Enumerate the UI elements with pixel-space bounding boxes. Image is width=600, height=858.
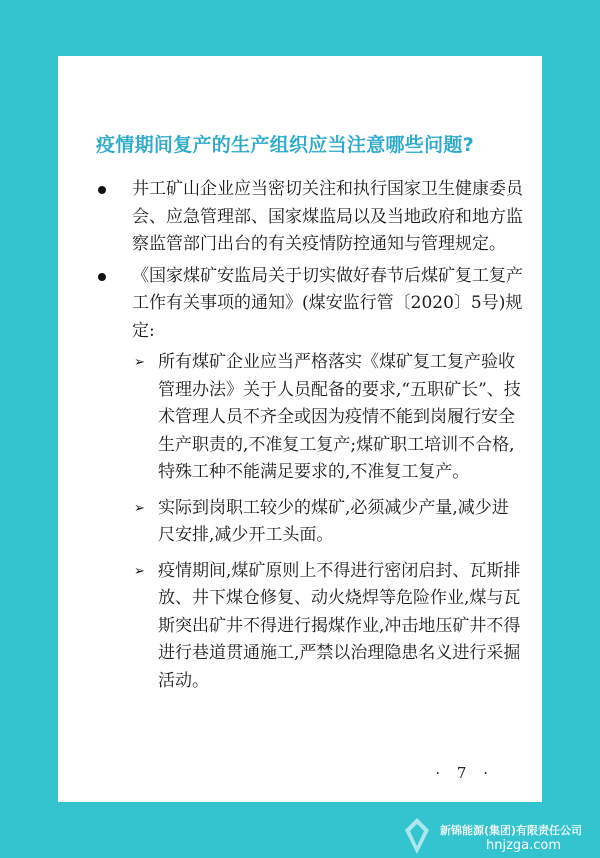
arrow-bullet-icon: ➢	[134, 500, 145, 516]
bullet-text: 《国家煤矿安监局关于切实做好春节后煤矿复工复产工作有关事项的通知》(煤安监行管〔2020〕5号)规定:	[132, 265, 523, 341]
sub-item	[94, 495, 524, 550]
page-title: 疫情期间复产的生产组织应当注意哪些问题?	[96, 134, 475, 156]
bullet-dot-icon	[98, 186, 106, 194]
sub-item-text: 疫情期间,煤矿原则上不得进行密闭启封、瓦斯排放、井下煤仓修复、动火烧焊等危险作业,煤与瓦斯突出矿井不得进行揭煤作业,冲击地压矿井不得进行巷道贯通施工,严禁以治理隐患名义进行采掘活动。	[158, 560, 521, 691]
bullet-dot-icon	[98, 273, 106, 281]
bullet-text: 井工矿山企业应当密切关注和执行国家卫生健康委员会、应急管理部、国家煤监局以及当地政府和地方监察监管部门出台的有关疫情防控通知与管理规定。	[132, 179, 523, 254]
company-logo-icon	[400, 816, 434, 856]
arrow-bullet-icon: ➢	[134, 563, 145, 579]
sub-item	[94, 349, 524, 487]
sub-item-text: 实际到岗职工较少的煤矿,必须减少产量,减少进尺安排,减少开工头面。	[158, 497, 509, 545]
page-number: · 7 ·	[435, 764, 494, 782]
watermark-url: hnjzga.com	[486, 838, 562, 853]
watermark	[400, 812, 600, 858]
arrow-bullet-icon: ➢	[134, 355, 145, 370]
sub-item-text: 所有煤矿企业应当严格落实《煤矿复工复产验收管理办法》关于人员配备的要求,“五职矿长”、技术管理人员不齐全或因为疫情不能到岗履行安全生产职责的,不准复工复产;煤矿职工培训不合格,特殊工种不能满足要求的,不准复工复产。	[158, 352, 521, 482]
bullet-item	[94, 176, 524, 259]
content-body	[94, 176, 524, 695]
document-page	[58, 56, 542, 802]
sub-item	[94, 558, 524, 696]
bullet-item	[94, 263, 524, 346]
watermark-company-name: 新锦能源(集团)有限责任公司	[440, 824, 583, 837]
